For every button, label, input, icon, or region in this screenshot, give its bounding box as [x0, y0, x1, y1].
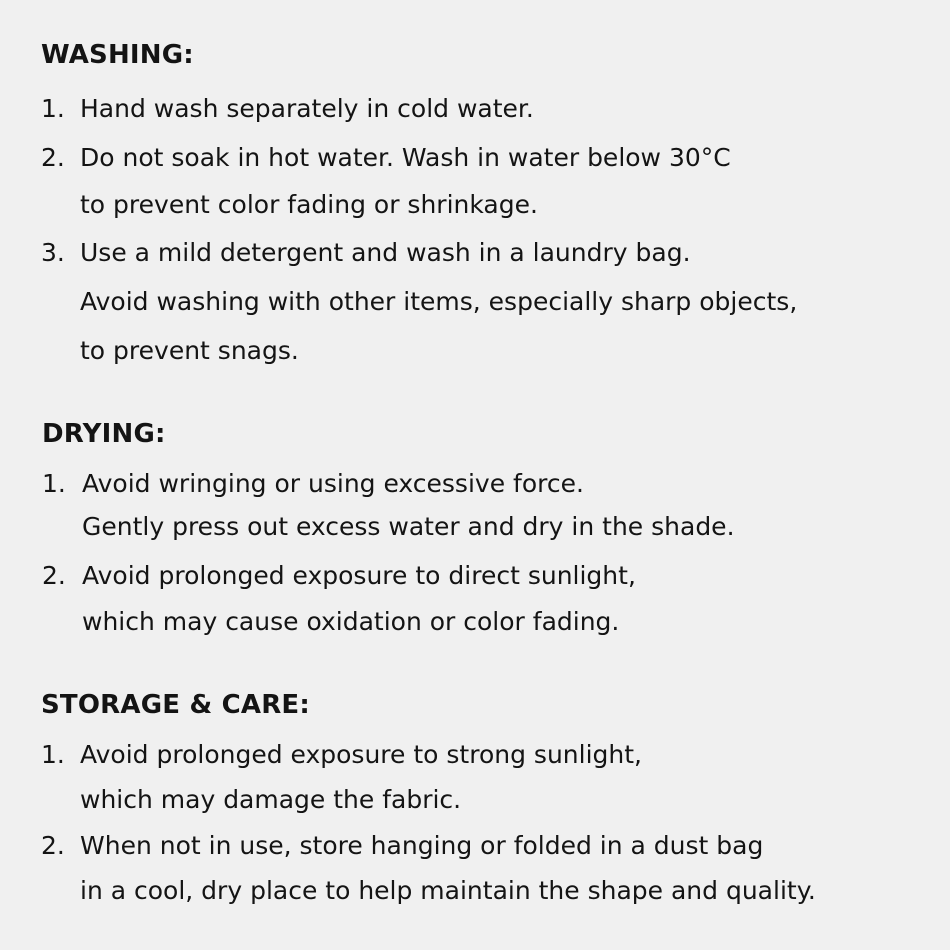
- drying-item-2-line-2: which may cause oxidation or color fading.: [82, 607, 620, 636]
- storage-item-1-number: 1.: [41, 740, 65, 769]
- washing-item-3-line-3: to prevent snags.: [80, 336, 299, 365]
- storage-item-2-line-2: in a cool, dry place to help maintain the shape and quality.: [80, 876, 816, 905]
- washing-item-3-number: 3.: [41, 238, 65, 267]
- drying-item-2-line-1: Avoid prolonged exposure to direct sunlight,: [82, 561, 636, 590]
- drying-item-1-number: 1.: [42, 469, 66, 498]
- washing-item-2-number: 2.: [41, 143, 65, 172]
- washing-item-1-line-1: Hand wash separately in cold water.: [80, 94, 534, 123]
- washing-item-3-line-1: Use a mild detergent and wash in a laundry bag.: [80, 238, 691, 267]
- washing-heading: WASHING:: [41, 40, 194, 70]
- storage-item-2-number: 2.: [41, 831, 65, 860]
- washing-item-1-number: 1.: [41, 94, 65, 123]
- storage-item-2-line-1: When not in use, store hanging or folded in a dust bag: [80, 831, 764, 860]
- drying-heading: DRYING:: [42, 419, 166, 449]
- storage-item-1-line-1: Avoid prolonged exposure to strong sunlight,: [80, 740, 642, 769]
- drying-item-1-line-1: Avoid wringing or using excessive force.: [82, 469, 584, 498]
- drying-item-2-number: 2.: [42, 561, 66, 590]
- storage-item-1-line-2: which may damage the fabric.: [80, 785, 462, 814]
- washing-item-2-line-2: to prevent color fading or shrinkage.: [80, 190, 538, 219]
- storage-care-heading: STORAGE & CARE:: [41, 690, 310, 720]
- washing-item-3-line-2: Avoid washing with other items, especially sharp objects,: [80, 287, 798, 316]
- washing-item-2-line-1: Do not soak in hot water. Wash in water below 30°C: [80, 143, 731, 172]
- drying-item-1-line-2: Gently press out excess water and dry in the shade.: [82, 512, 735, 541]
